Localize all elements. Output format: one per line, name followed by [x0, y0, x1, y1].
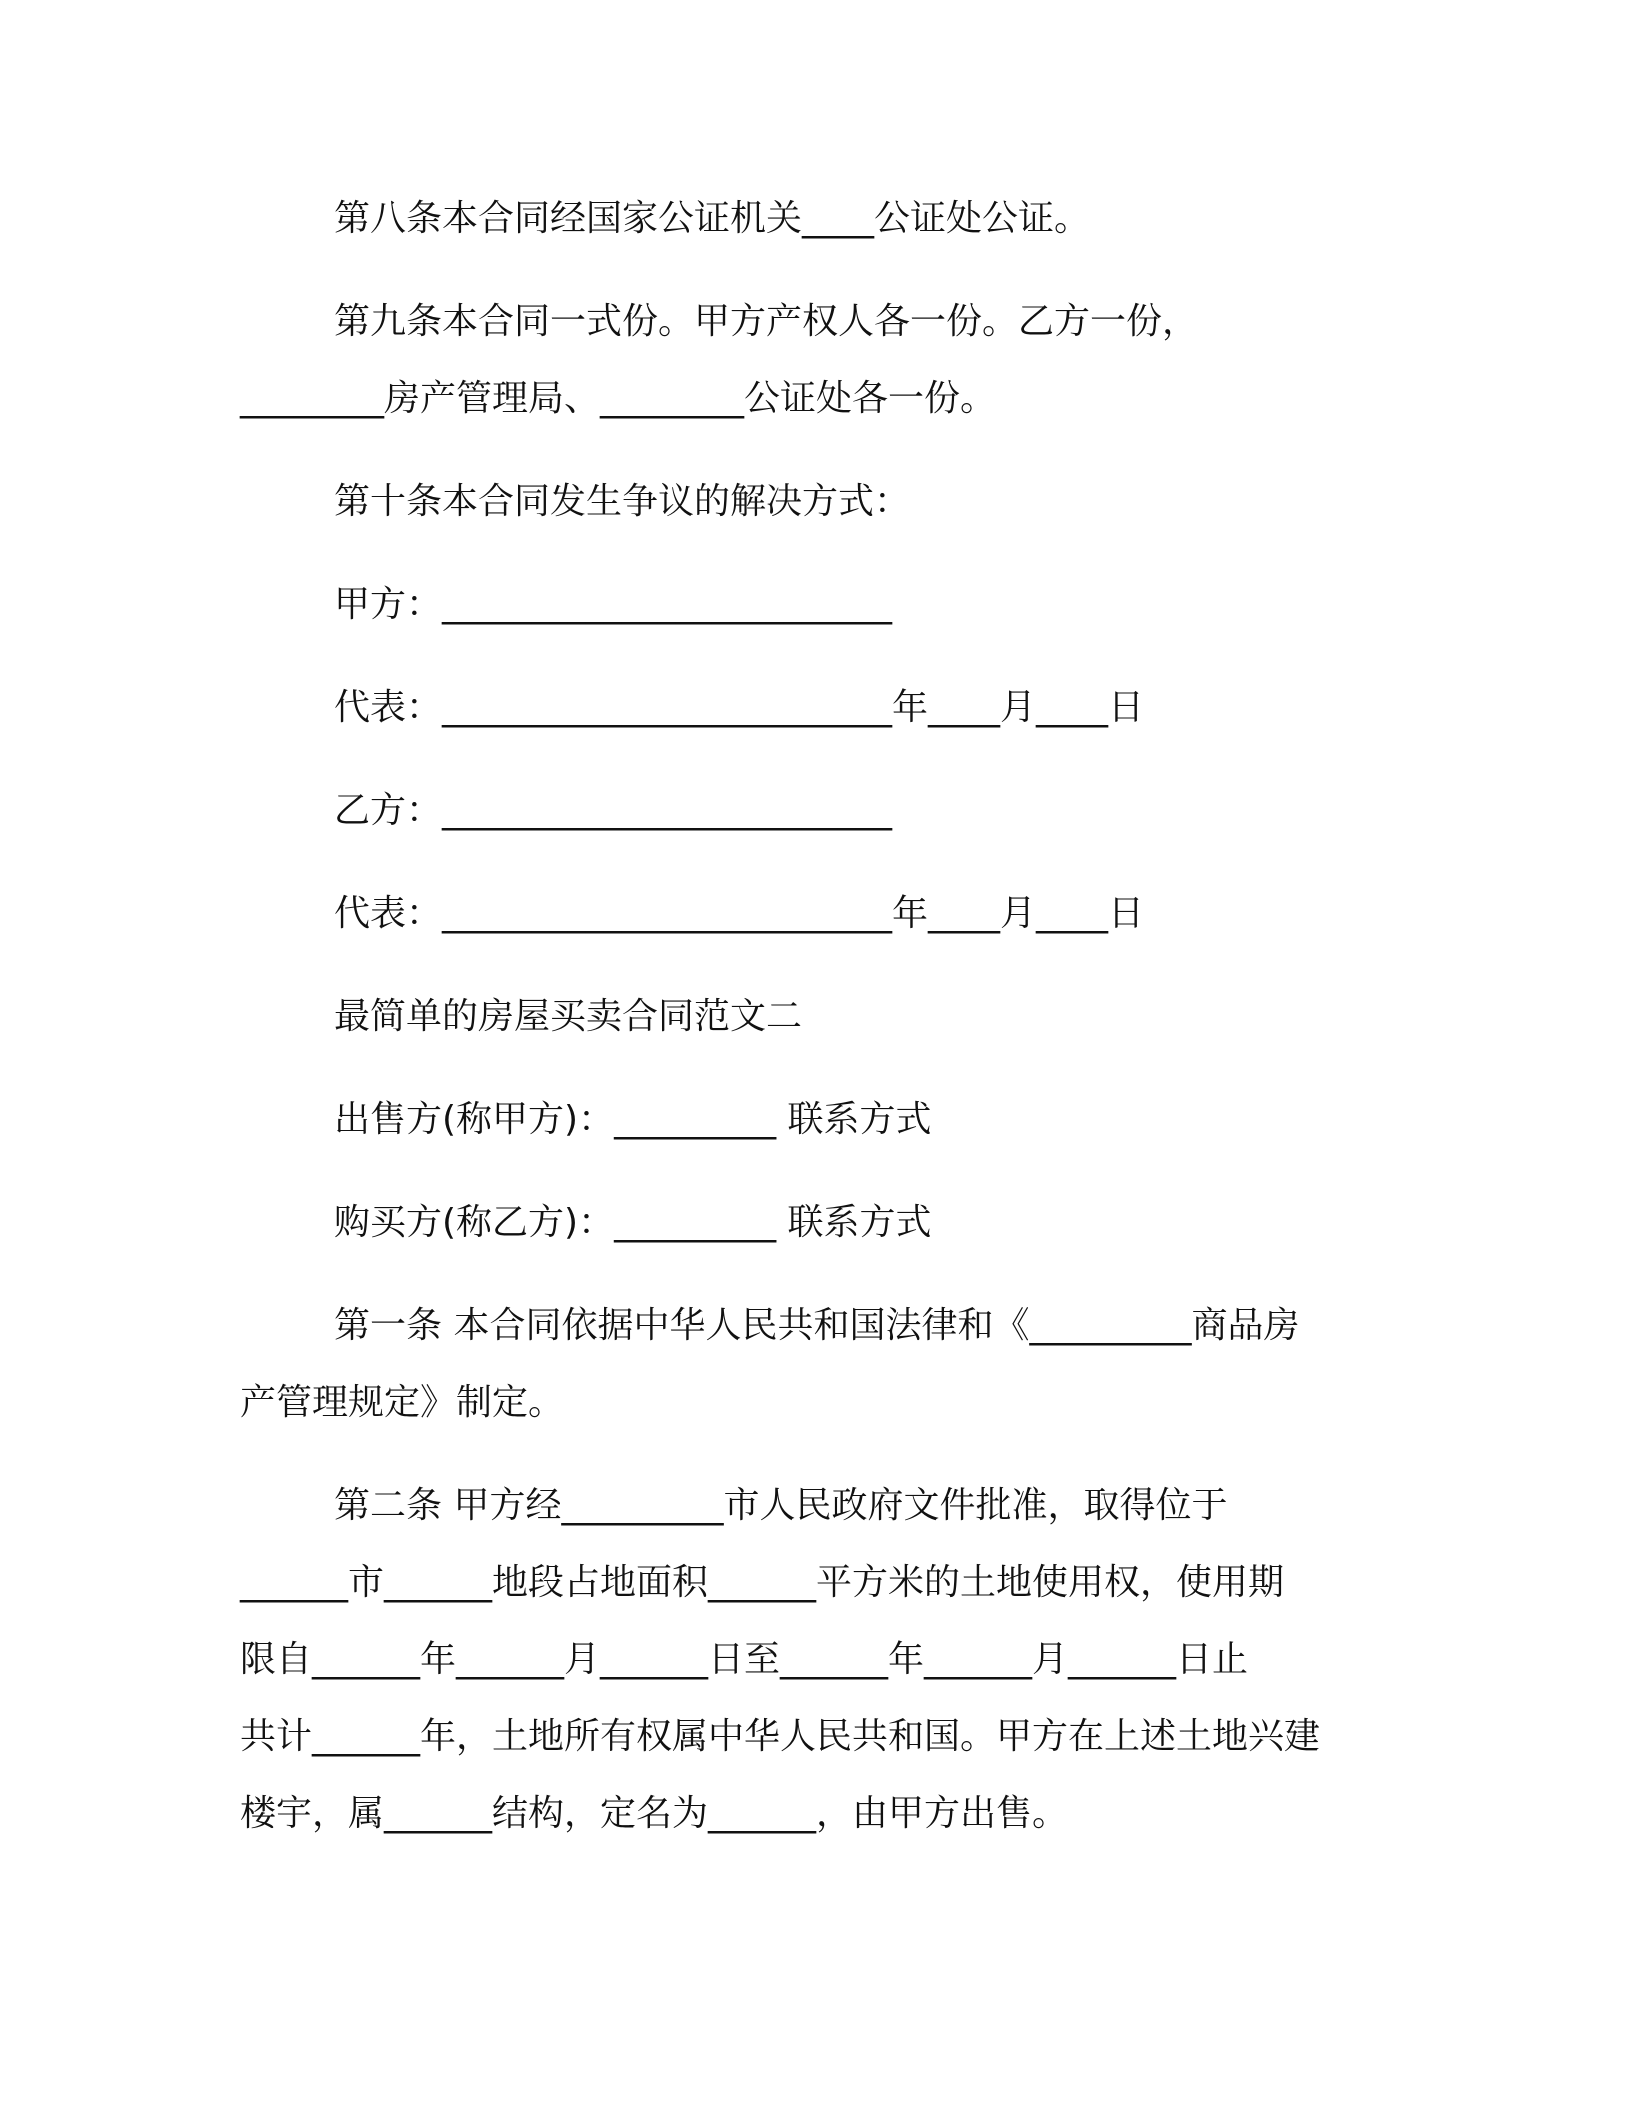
- party-b-line: 乙方：_________________________: [334, 790, 893, 831]
- section-title: 最简单的房屋买卖合同范文二: [334, 996, 803, 1037]
- party-a-line: 甲方：_________________________: [334, 584, 893, 625]
- article-2-line-5: 楼宇，属______结构，定名为______，由甲方出售。: [240, 1793, 1069, 1834]
- article-1-line-1: 第一条 本合同依据中华人民共和国法律和《_________商品房: [334, 1305, 1300, 1346]
- article-1-line-2: 产管理规定》制定。: [240, 1382, 565, 1423]
- article-2-line-3: 限自______年______月______日至______年______月______日止: [240, 1639, 1248, 1680]
- article-2-line-1: 第二条 甲方经_________市人民政府文件批准，取得位于: [334, 1485, 1228, 1526]
- buyer-line: 购买方(称乙方)：_________ 联系方式: [334, 1202, 932, 1243]
- seller-line: 出售方(称甲方)：_________ 联系方式: [334, 1099, 932, 1140]
- article-2-line-2: ______市______地段占地面积______平方米的土地使用权，使用期: [240, 1562, 1285, 1603]
- document-page: [240, 0, 1380, 2112]
- article-2-line-4: 共计______年，土地所有权属中华人民共和国。甲方在上述土地兴建: [240, 1716, 1321, 1757]
- party-b-representative-line: 代表：_________________________年____月____日: [334, 893, 1145, 934]
- article-9-line-1: 第九条本合同一式份。甲方产权人各一份。乙方一份，: [334, 301, 1199, 342]
- article-8: 第八条本合同经国家公证机关____公证处公证。: [334, 198, 1091, 239]
- article-9-line-2: ________房产管理局、________公证处各一份。: [240, 378, 997, 419]
- party-a-representative-line: 代表：_________________________年____月____日: [334, 687, 1145, 728]
- article-10: 第十条本合同发生争议的解决方式：: [334, 481, 911, 522]
